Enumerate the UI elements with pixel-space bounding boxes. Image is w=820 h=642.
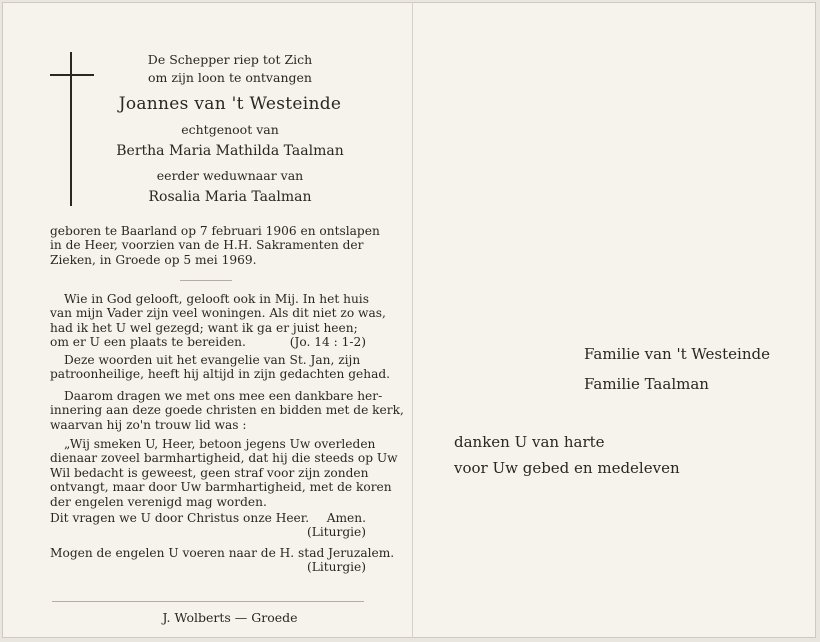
para-line: patroonheilige, heeft hij altijd in zijn gedachten gehad. xyxy=(50,367,391,382)
spouse-label: echtgenoot van xyxy=(181,122,279,137)
prayer-line: Wil bedacht is geweest, geen straf voor zijn zonden xyxy=(50,465,369,480)
deceased-name: Joannes van 't Westeinde xyxy=(118,94,342,114)
memory-paragraph xyxy=(50,389,404,432)
quote-reference: (Jo. 14 : 1-2) xyxy=(289,335,366,350)
family-line-2: Familie Taalman xyxy=(584,375,709,393)
quote-line: van mijn Vader zijn veel woningen. Als dit niet zo was, xyxy=(50,306,386,321)
prayer-line: ontvangt, maar door Uw barmhartigheid, met de koren xyxy=(50,480,392,495)
cross-icon-bar xyxy=(50,74,94,76)
intro-line-1: De Schepper riep tot Zich xyxy=(147,52,313,67)
bio-line: Zieken, in Groede op 5 mei 1969. xyxy=(50,252,257,267)
bible-quote xyxy=(50,292,386,350)
closing-1 xyxy=(50,511,366,540)
para-line: waarvan hij zo'n trouw lid was : xyxy=(50,417,247,432)
quote-line: Wie in God gelooft, gelooft ook in Mij. In het huis xyxy=(64,292,369,306)
quote-line: om er U een plaats te bereiden. xyxy=(50,335,246,350)
quote-line: had ik het U wel gezegd; want ik ga er juist heen; xyxy=(50,320,358,335)
thanks-line-1: danken U van harte xyxy=(454,433,605,451)
family-line-1: Familie van 't Westeinde xyxy=(584,345,770,363)
printer-credit: J. Wolberts — Groede xyxy=(162,610,298,625)
left-panel xyxy=(0,0,412,636)
prayer-line: der engelen verenigd mag worden. xyxy=(50,494,267,509)
patron-paragraph xyxy=(50,353,391,382)
prayer-line: „Wij smeken U, Heer, betoon jegens Uw overleden xyxy=(64,437,376,451)
prayer xyxy=(50,437,398,509)
closing-2-text: Mogen de engelen U voeren naar de H. stad Jeruzalem. xyxy=(50,546,395,560)
prayer-line: dienaar zoveel barmhartigheid, dat hij die steeds op Uw xyxy=(50,451,398,466)
former-spouse-name: Rosalia Maria Taalman xyxy=(148,189,312,205)
right-panel xyxy=(412,0,814,636)
closing-2-source: (Liturgie) xyxy=(307,560,366,575)
short-divider xyxy=(180,280,232,281)
para-line: Deze woorden uit het evangelie van St. Jan, zijn xyxy=(64,353,361,367)
closing-1-amen: Amen. xyxy=(326,511,366,525)
intro-line-2: om zijn loon te ontvangen xyxy=(148,70,312,85)
bio-line: geboren te Baarland op 7 februari 1906 en ontslapen xyxy=(50,224,380,238)
bio-line: in de Heer, voorzien van de H.H. Sakramenten der xyxy=(50,238,364,253)
footer-divider xyxy=(52,601,364,602)
closing-1-text: Dit vragen we U door Christus onze Heer. xyxy=(50,511,310,525)
para-line: Daarom dragen we met ons mee een dankbare her- xyxy=(64,389,383,403)
thanks-line-2: voor Uw gebed en medeleven xyxy=(454,459,680,477)
quote-last-row xyxy=(50,335,366,349)
closing-2 xyxy=(50,546,395,575)
para-line: innering aan deze goede christen en bidden met de kerk, xyxy=(50,403,404,418)
biography xyxy=(50,224,380,267)
closing-1-source: (Liturgie) xyxy=(307,525,366,540)
spouse-name: Bertha Maria Mathilda Taalman xyxy=(116,143,344,159)
former-label: eerder weduwnaar van xyxy=(156,168,304,183)
